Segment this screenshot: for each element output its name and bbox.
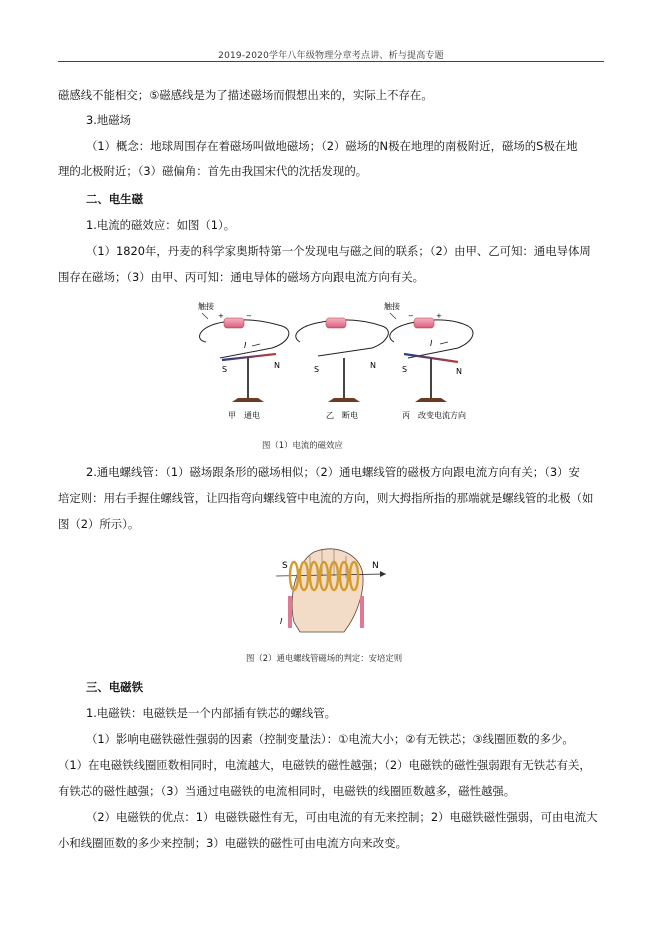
battery-icon — [414, 318, 434, 328]
stand-base — [415, 398, 447, 402]
north-label: N — [456, 367, 462, 376]
current-arrow-icon — [440, 342, 448, 344]
text-line: 围存在磁场；（3）由甲、丙可知：通电导体的磁场方向跟电流方向有关。 — [58, 270, 425, 284]
panel-c — [384, 301, 473, 420]
current-label: I — [280, 617, 283, 626]
text-line: 培定则：用右手握住螺线管，让四指弯向螺线管中电流的方向，则大拇指所指的那端就是螺线管的北极（如 — [58, 491, 594, 505]
plus-sign: + — [436, 312, 442, 320]
figure-1-caption: 图（1）电流的磁效应 — [262, 440, 343, 450]
arrow-icon — [380, 571, 386, 577]
south-label: S — [314, 365, 320, 374]
text-line: 1.电流的磁效应：如图（1）。 — [86, 218, 236, 232]
text-line: 图（2）所示）。 — [58, 517, 140, 531]
text-line: 有铁芯的磁性越强；（3）当通过电磁铁的电流相同时，电磁铁的线圈匝数越多，磁性越强。 — [58, 784, 516, 798]
text-line: 理的北极附近；（3）磁偏角：首先由我国宋代的沈括发现的。 — [58, 164, 368, 178]
lead-wire — [288, 596, 292, 628]
header-divider — [58, 61, 604, 62]
current-label: I — [430, 339, 433, 348]
south-label: S — [402, 365, 408, 374]
south-label: S — [282, 561, 288, 571]
panel-b — [296, 318, 389, 420]
stand-base — [232, 398, 264, 402]
south-label: S — [222, 365, 228, 374]
text-line: 小和线圈匝数的多少来控制；3）电磁铁的磁性可由电流方向来改变。 — [58, 836, 407, 850]
current-label: I — [244, 341, 247, 350]
battery-icon — [224, 318, 244, 328]
text-line: （2）电磁铁的优点：1）电磁铁磁性有无，可由电流的有无来控制；2）电磁铁磁性强弱，可由电流大 — [86, 810, 598, 824]
ampere-rule-figure — [274, 542, 390, 640]
panel-a-caption: 甲 通电 — [228, 411, 260, 420]
touch-label: 触接 — [384, 302, 400, 311]
north-label: N — [370, 361, 376, 370]
oersted-experiment-figure — [188, 296, 474, 428]
figure-2-caption: 图（2）通电螺线管磁场的判定：安培定则 — [246, 653, 403, 663]
text-line: 2.通电螺线管：（1）磁场跟条形的磁场相似；（2）通电螺线管的磁极方向跟电流方向有关；（3）安 — [86, 465, 580, 479]
north-label: N — [372, 561, 379, 571]
text-line: （1）1820年，丹麦的科学家奥斯特第一个发现电与磁之间的联系；（2）由甲、乙可知：通电导体周 — [86, 244, 591, 258]
minus-sign: − — [246, 312, 252, 320]
plus-sign: + — [218, 312, 224, 320]
panel-b-caption: 乙 断电 — [326, 411, 358, 420]
text-line: 1.电磁铁：电磁铁是一个内部插有铁芯的螺线管。 — [86, 706, 337, 720]
panel-a — [198, 301, 289, 420]
text-line: （1）影响电磁铁磁性强弱的因素（控制变量法）：①电流大小；②有无铁芯；③线圈匝数的多少。 — [86, 732, 574, 746]
panel-c-caption: 丙 改变电流方向 — [402, 411, 466, 420]
section-heading: 三、电磁铁 — [86, 680, 143, 694]
section-heading: 二、电生磁 — [86, 192, 143, 206]
text-line: （1）在电磁铁线圈匝数相同时，电流越大，电磁铁的磁性越强；（2）电磁铁的磁性强弱跟有无铁芯有关， — [58, 758, 591, 772]
section-subheading: 3.地磁场 — [86, 113, 132, 127]
page-header: 2019-2020学年八年级物理分章考点讲、析与提高专题 — [218, 51, 444, 61]
text-line: 磁感线不能相交；⑤磁感线是为了描述磁场而假想出来的，实际上不存在。 — [58, 88, 433, 102]
text-line: （1）概念：地球周围存在着磁场叫做地磁场；（2）磁场的N极在地理的南极附近，磁场的S极在地 — [86, 139, 578, 153]
battery-icon — [326, 318, 346, 328]
touch-label: 触接 — [198, 302, 214, 311]
stand-base — [328, 398, 360, 402]
current-arrow-icon — [252, 344, 260, 346]
minus-sign: − — [408, 312, 414, 320]
lead-wire — [360, 596, 364, 628]
north-label: N — [274, 361, 280, 370]
